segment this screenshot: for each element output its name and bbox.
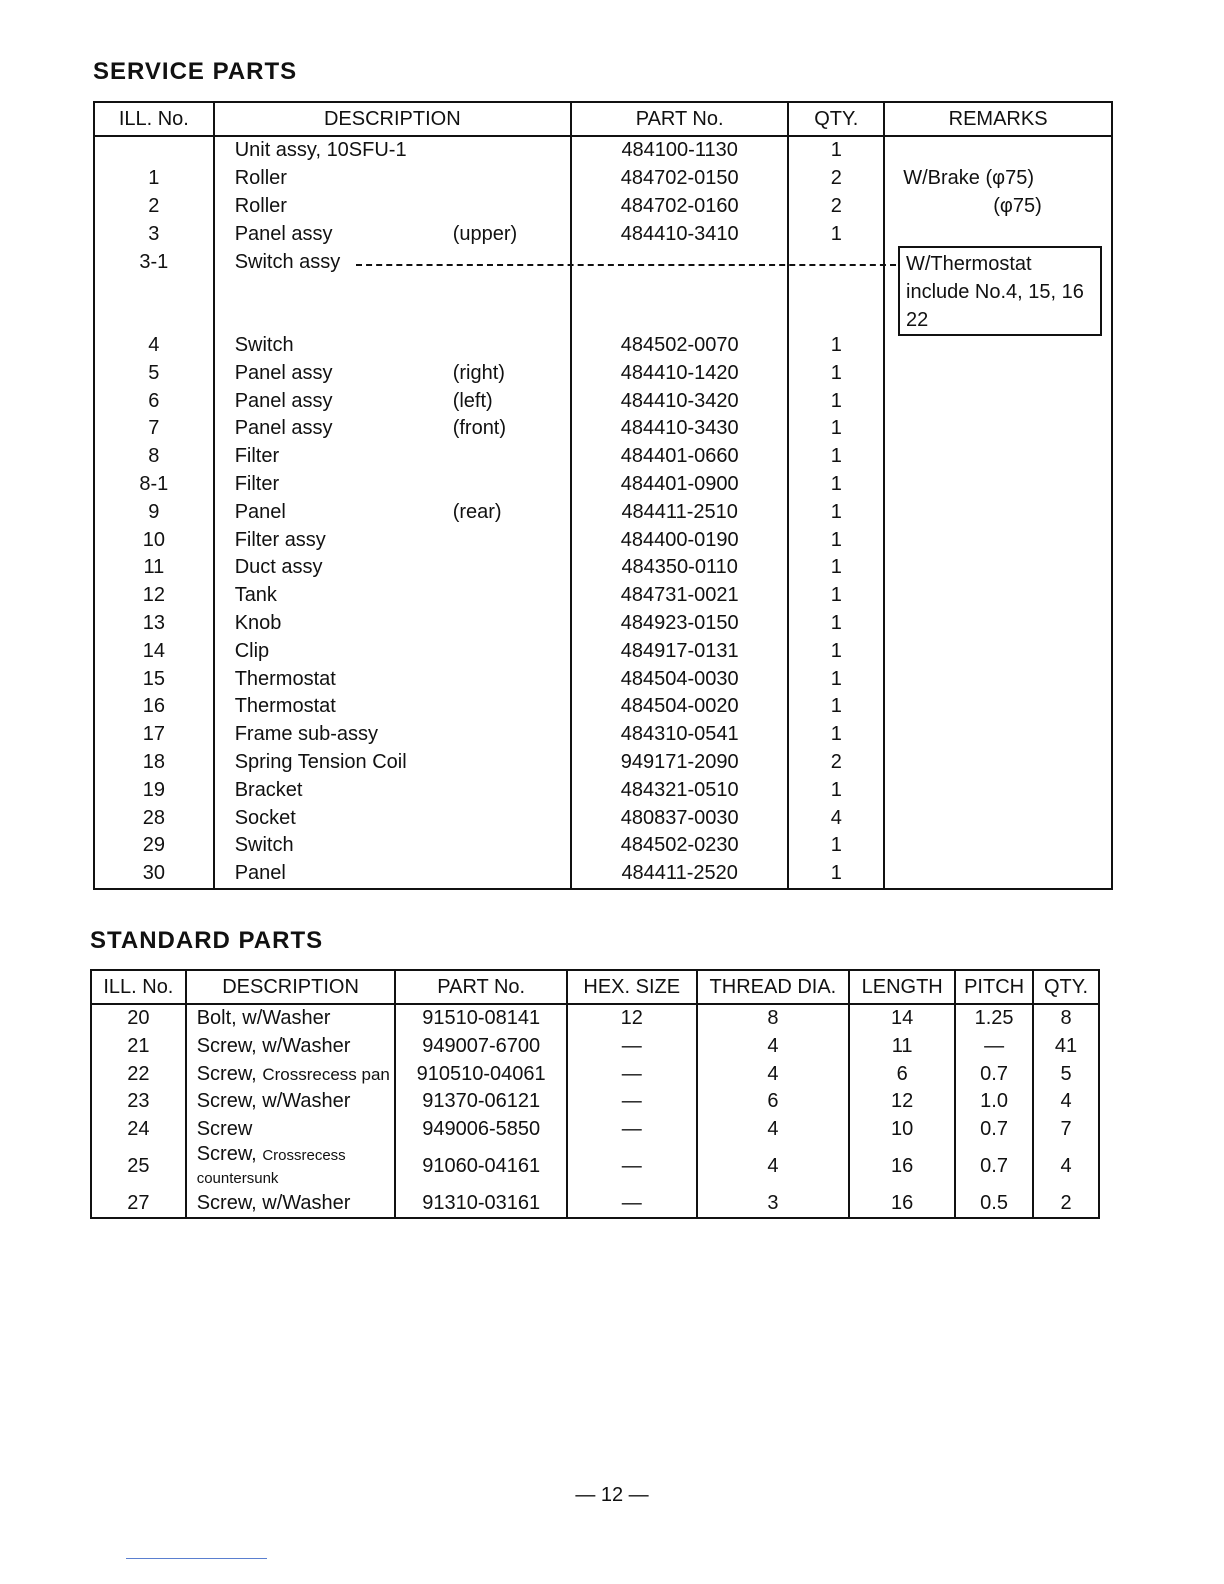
table-row [91, 1116, 1099, 1144]
description-cell [186, 1088, 396, 1116]
part-no-cell: 484731-0021 [571, 582, 788, 610]
description-cell [186, 1143, 396, 1189]
part-no-cell [571, 276, 788, 304]
qty-cell: 1 [788, 860, 884, 889]
description-text: Filter [234, 472, 280, 495]
qty-cell: 1 [788, 721, 884, 749]
service-header-description: DESCRIPTION [214, 102, 571, 136]
standard-parts-body [91, 1004, 1099, 1218]
qty-cell: 1 [788, 776, 884, 804]
standard-parts-heading: STANDARD PARTS [90, 927, 324, 954]
qty-cell: 1 [788, 498, 884, 526]
part-no-cell: 484401-0660 [571, 443, 788, 471]
description-text: Socket [234, 806, 296, 829]
ill-no-cell [94, 304, 214, 332]
part-no-cell: 484702-0160 [571, 193, 788, 221]
table-row [94, 721, 1112, 749]
ill-no-cell: 12 [94, 582, 214, 610]
qty-cell: 1 [788, 693, 884, 721]
remarks-cell [884, 637, 1112, 665]
remarks-cell [884, 665, 1112, 693]
ill-no-cell: 25 [91, 1143, 186, 1189]
service-parts-heading: SERVICE PARTS [93, 58, 298, 85]
description-text: Panel [234, 500, 286, 523]
description-suffix: (front) [452, 417, 507, 440]
qty-cell: 41 [1033, 1033, 1099, 1061]
description-text: Screw, [196, 1062, 257, 1085]
ill-no-cell: 22 [91, 1060, 186, 1088]
service-header-part-no: PART No. [571, 102, 788, 136]
table-row [91, 1060, 1099, 1088]
remarks-cell [884, 415, 1112, 443]
description-text: Duct assy [234, 556, 323, 579]
pitch-cell: 0.7 [955, 1116, 1033, 1144]
description-text: Frame sub-assy [234, 723, 379, 746]
description-cell [214, 582, 571, 610]
ill-no-cell: 20 [91, 1004, 186, 1033]
description-cell [186, 1116, 396, 1144]
qty-cell: 1 [788, 582, 884, 610]
ill-no-cell: 30 [94, 860, 214, 889]
footer-rule [126, 1558, 267, 1559]
description-cell [186, 1004, 396, 1033]
part-cell: 91310-03161 [395, 1189, 567, 1218]
ill-no-cell: 15 [94, 665, 214, 693]
table-row [94, 415, 1112, 443]
qty-cell: 2 [1033, 1189, 1099, 1218]
description-text: Panel assy [234, 417, 333, 440]
description-text: Roller [234, 194, 287, 217]
note-line: 22 [906, 309, 929, 331]
qty-cell: 1 [788, 526, 884, 554]
description-text: Thermostat [234, 667, 336, 690]
description-suffix: (left) [452, 389, 493, 412]
table-row [94, 165, 1112, 193]
qty-cell: 1 [788, 471, 884, 499]
ill-no-cell: 9 [94, 498, 214, 526]
remarks-cell [884, 136, 1112, 165]
thread-cell: 6 [697, 1088, 850, 1116]
thermostat-note-box [898, 246, 1102, 336]
part-no-cell: 484410-3430 [571, 415, 788, 443]
part-no-cell: 949171-2090 [571, 749, 788, 777]
ill-no-cell: 3 [94, 220, 214, 248]
ill-no-cell: 28 [94, 804, 214, 832]
qty-cell: 4 [1033, 1143, 1099, 1189]
part-no-cell: 484411-2510 [571, 498, 788, 526]
pitch-cell: 0.5 [955, 1189, 1033, 1218]
ill-no-cell: 14 [94, 637, 214, 665]
part-no-cell: 484504-0030 [571, 665, 788, 693]
description-text: Spring Tension Coil [234, 750, 407, 773]
table-row [94, 443, 1112, 471]
remarks-cell [884, 498, 1112, 526]
description-text: Knob [234, 611, 282, 634]
length-cell: 16 [849, 1143, 955, 1189]
service-header-remarks: REMARKS [884, 102, 1112, 136]
pitch-cell: 0.7 [955, 1060, 1033, 1088]
thread-cell: 3 [697, 1189, 850, 1218]
ill-no-cell [94, 136, 214, 165]
description-text: Panel assy [234, 361, 333, 384]
description-text: Thermostat [234, 695, 336, 718]
description-subtext: Crossrecess countersunk [196, 1147, 346, 1188]
part-cell: 91510-08141 [395, 1004, 567, 1033]
hex-cell: — [567, 1060, 697, 1088]
table-row [94, 136, 1112, 165]
part-no-cell: 484410-3410 [571, 220, 788, 248]
ill-no-cell: 13 [94, 610, 214, 638]
part-cell: 949007-6700 [395, 1033, 567, 1061]
pitch-cell: 0.7 [955, 1143, 1033, 1189]
description-cell [214, 693, 571, 721]
table-row [94, 665, 1112, 693]
qty-cell: 1 [788, 359, 884, 387]
remarks-cell [884, 832, 1112, 860]
hex-cell: — [567, 1189, 697, 1218]
description-cell [214, 471, 571, 499]
table-row [94, 610, 1112, 638]
part-no-cell: 484917-0131 [571, 637, 788, 665]
ill-no-cell: 19 [94, 776, 214, 804]
standard-header-hex-size: HEX. SIZE [567, 970, 697, 1004]
description-subtext: Crossrecess pan [262, 1064, 390, 1084]
remarks-cell [884, 749, 1112, 777]
ill-no-cell: 23 [91, 1088, 186, 1116]
qty-cell: 4 [788, 804, 884, 832]
hex-cell: — [567, 1033, 697, 1061]
ill-no-cell: 16 [94, 693, 214, 721]
qty-cell: 1 [788, 387, 884, 415]
table-row [91, 1088, 1099, 1116]
description-text: Roller [234, 167, 287, 190]
service-header-row [94, 102, 1112, 136]
hex-cell: — [567, 1143, 697, 1189]
part-no-cell: 484502-0230 [571, 832, 788, 860]
qty-cell: 2 [788, 193, 884, 221]
part-cell: 91060-04161 [395, 1143, 567, 1189]
qty-cell: 1 [788, 415, 884, 443]
description-cell [214, 443, 571, 471]
description-cell [214, 498, 571, 526]
service-header-ill-no: ILL. No. [94, 102, 214, 136]
table-row [94, 832, 1112, 860]
length-cell: 16 [849, 1189, 955, 1218]
description-text: Panel assy [234, 222, 333, 245]
part-no-cell: 484401-0900 [571, 471, 788, 499]
remarks-cell [884, 693, 1112, 721]
description-cell [214, 332, 571, 360]
table-row [94, 471, 1112, 499]
ill-no-cell: 24 [91, 1116, 186, 1144]
remarks-cell [884, 804, 1112, 832]
description-cell [214, 387, 571, 415]
qty-cell: 5 [1033, 1060, 1099, 1088]
ill-no-cell: 10 [94, 526, 214, 554]
qty-cell: 1 [788, 832, 884, 860]
remarks-cell [884, 554, 1112, 582]
standard-parts-table [90, 969, 1100, 1219]
switch-assy-leader-line [356, 264, 896, 266]
length-cell: 10 [849, 1116, 955, 1144]
description-cell [214, 860, 571, 889]
table-row [91, 1004, 1099, 1033]
description-cell [214, 276, 571, 304]
remarks-cell [884, 776, 1112, 804]
remarks-cell [884, 610, 1112, 638]
thread-cell: 4 [697, 1143, 850, 1189]
ill-no-cell: 29 [94, 832, 214, 860]
description-cell [214, 220, 571, 248]
description-text: Clip [234, 639, 270, 662]
part-no-cell: 484504-0020 [571, 693, 788, 721]
part-no-cell [571, 248, 788, 276]
hex-cell: 12 [567, 1004, 697, 1033]
part-no-cell: 484310-0541 [571, 721, 788, 749]
description-text: Switch [234, 834, 294, 857]
description-cell [214, 776, 571, 804]
description-cell [214, 526, 571, 554]
standard-header-thread-dia: THREAD DIA. [697, 970, 850, 1004]
remarks-cell: W/Brake (φ75) [884, 165, 1112, 193]
table-row [94, 359, 1112, 387]
thread-cell: 4 [697, 1033, 850, 1061]
qty-cell: 1 [788, 220, 884, 248]
standard-header-description: DESCRIPTION [186, 970, 396, 1004]
description-cell [214, 304, 571, 332]
qty-cell: 2 [788, 165, 884, 193]
ill-no-cell: 1 [94, 165, 214, 193]
description-cell [214, 749, 571, 777]
description-cell [214, 136, 571, 165]
length-cell: 6 [849, 1060, 955, 1088]
thread-cell: 8 [697, 1004, 850, 1033]
pitch-cell: — [955, 1033, 1033, 1061]
table-row [94, 804, 1112, 832]
part-no-cell: 484400-0190 [571, 526, 788, 554]
description-cell [186, 1060, 396, 1088]
description-cell [186, 1033, 396, 1061]
thread-cell: 4 [697, 1060, 850, 1088]
remarks-cell: (φ75) [884, 193, 1112, 221]
ill-no-cell: 6 [94, 387, 214, 415]
qty-cell: 7 [1033, 1116, 1099, 1144]
qty-cell [788, 276, 884, 304]
description-cell [214, 359, 571, 387]
table-row [94, 220, 1112, 248]
table-row [91, 1033, 1099, 1061]
table-row [91, 1143, 1099, 1189]
table-row [94, 554, 1112, 582]
description-text: Filter [234, 445, 280, 468]
ill-no-cell: 8-1 [94, 471, 214, 499]
table-row [94, 860, 1112, 889]
table-row [94, 749, 1112, 777]
standard-header-pitch: PITCH [955, 970, 1033, 1004]
table-row [94, 637, 1112, 665]
remarks-cell [884, 721, 1112, 749]
part-no-cell: 484702-0150 [571, 165, 788, 193]
description-cell [214, 415, 571, 443]
part-no-cell: 484923-0150 [571, 610, 788, 638]
table-row [94, 526, 1112, 554]
part-no-cell: 480837-0030 [571, 804, 788, 832]
ill-no-cell: 18 [94, 749, 214, 777]
qty-cell: 1 [788, 637, 884, 665]
length-cell: 12 [849, 1088, 955, 1116]
part-no-cell: 484410-3420 [571, 387, 788, 415]
pitch-cell: 1.25 [955, 1004, 1033, 1033]
length-cell: 11 [849, 1033, 955, 1061]
description-cell [186, 1189, 396, 1218]
ill-no-cell: 21 [91, 1033, 186, 1061]
description-text: Screw, w/Washer [196, 1090, 351, 1113]
standard-header-qty: QTY. [1033, 970, 1099, 1004]
remarks-cell [884, 359, 1112, 387]
ill-no-cell: 2 [94, 193, 214, 221]
table-row [94, 498, 1112, 526]
table-row [94, 193, 1112, 221]
description-text: Panel [234, 862, 286, 885]
description-text: Unit assy, 10SFU-1 [234, 139, 407, 162]
qty-cell: 2 [788, 749, 884, 777]
table-row [94, 582, 1112, 610]
remarks-cell [884, 220, 1112, 248]
service-header-qty: QTY. [788, 102, 884, 136]
remarks-cell [884, 526, 1112, 554]
standard-header-ill-no: ILL. No. [91, 970, 186, 1004]
ill-no-cell: 8 [94, 443, 214, 471]
length-cell: 14 [849, 1004, 955, 1033]
description-text: Screw, [196, 1143, 257, 1166]
part-no-cell [571, 304, 788, 332]
qty-cell: 4 [1033, 1088, 1099, 1116]
ill-no-cell [94, 276, 214, 304]
ill-no-cell: 17 [94, 721, 214, 749]
description-text: Screw, w/Washer [196, 1035, 351, 1058]
description-text: Screw [196, 1118, 253, 1141]
description-cell [214, 832, 571, 860]
part-no-cell: 484502-0070 [571, 332, 788, 360]
ill-no-cell: 7 [94, 415, 214, 443]
part-no-cell: 484321-0510 [571, 776, 788, 804]
description-cell [214, 248, 571, 276]
table-row [94, 693, 1112, 721]
page-number: — 12 — [575, 1484, 649, 1506]
part-no-cell: 484410-1420 [571, 359, 788, 387]
note-line: include No.4, 15, 16 [906, 281, 1084, 303]
hex-cell: — [567, 1088, 697, 1116]
part-no-cell: 484100-1130 [571, 136, 788, 165]
ill-no-cell: 3-1 [94, 248, 214, 276]
part-cell: 91370-06121 [395, 1088, 567, 1116]
qty-cell: 1 [788, 665, 884, 693]
part-cell: 910510-04061 [395, 1060, 567, 1088]
description-text: Bracket [234, 778, 303, 801]
description-suffix: (upper) [452, 222, 518, 245]
thread-cell: 4 [697, 1116, 850, 1144]
description-text: Switch assy [234, 250, 341, 273]
description-cell [214, 165, 571, 193]
part-cell: 949006-5850 [395, 1116, 567, 1144]
ill-no-cell: 27 [91, 1189, 186, 1218]
part-no-cell: 484350-0110 [571, 554, 788, 582]
qty-cell: 1 [788, 610, 884, 638]
description-text: Switch [234, 333, 294, 356]
description-cell [214, 610, 571, 638]
qty-cell [788, 304, 884, 332]
service-parts-table [93, 101, 1113, 890]
qty-cell: 1 [788, 332, 884, 360]
description-text: Tank [234, 584, 277, 607]
remarks-cell [884, 471, 1112, 499]
remarks-cell [884, 860, 1112, 889]
table-row [91, 1189, 1099, 1218]
note-line: W/Thermostat [906, 253, 1032, 275]
qty-cell: 1 [788, 554, 884, 582]
description-text: Screw, w/Washer [196, 1191, 351, 1214]
ill-no-cell: 11 [94, 554, 214, 582]
ill-no-cell: 4 [94, 332, 214, 360]
standard-header-length: LENGTH [849, 970, 955, 1004]
description-suffix: (rear) [452, 500, 502, 523]
description-cell [214, 637, 571, 665]
qty-cell: 8 [1033, 1004, 1099, 1033]
part-no-cell: 484411-2520 [571, 860, 788, 889]
description-cell [214, 721, 571, 749]
description-text: Filter assy [234, 528, 326, 551]
description-cell [214, 804, 571, 832]
ill-no-cell: 5 [94, 359, 214, 387]
table-row [94, 387, 1112, 415]
table-row [94, 776, 1112, 804]
description-text: Panel assy [234, 389, 333, 412]
description-suffix: (right) [452, 361, 505, 384]
description-cell [214, 193, 571, 221]
standard-header-part-no: PART No. [395, 970, 567, 1004]
standard-header-row [91, 970, 1099, 1004]
description-cell [214, 554, 571, 582]
description-text: Bolt, w/Washer [196, 1007, 331, 1030]
qty-cell: 1 [788, 443, 884, 471]
pitch-cell: 1.0 [955, 1088, 1033, 1116]
qty-cell [788, 248, 884, 276]
description-cell [214, 665, 571, 693]
qty-cell: 1 [788, 136, 884, 165]
remarks-cell [884, 582, 1112, 610]
remarks-cell [884, 387, 1112, 415]
hex-cell: — [567, 1116, 697, 1144]
remarks-cell [884, 443, 1112, 471]
